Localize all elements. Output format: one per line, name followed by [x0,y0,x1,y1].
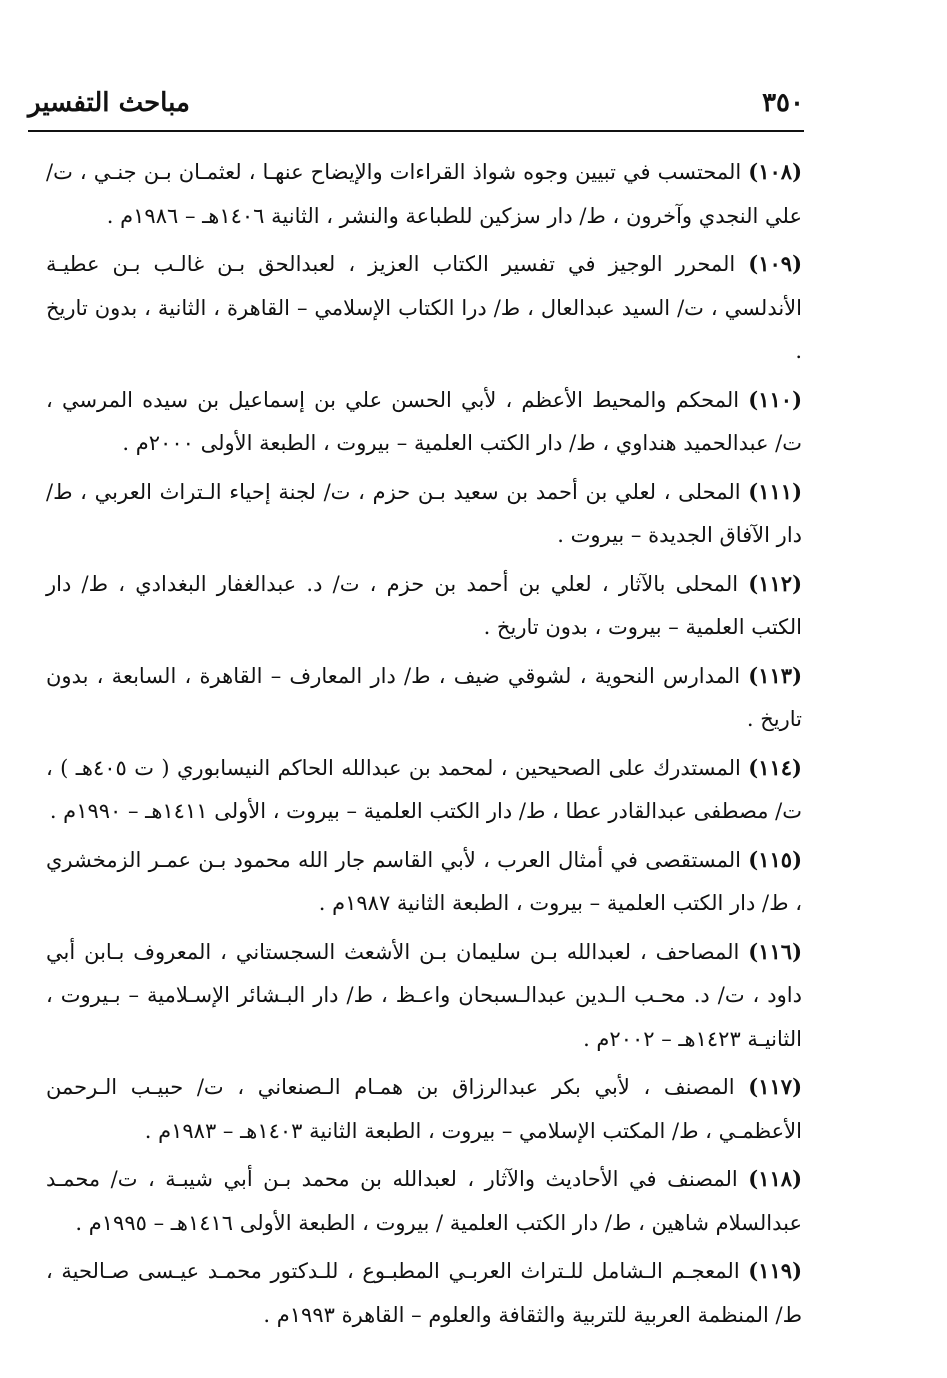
bibliography-entry [46,746,802,834]
bibliography-entry [46,470,802,558]
entry-number: (١٠٩) [748,251,802,276]
entry-number: (١١٦) [748,938,802,964]
bibliography-entry [46,150,802,238]
bibliography-entry [46,1249,802,1337]
entry-number: (١١٨) [748,1166,802,1191]
entry-number: (١١٤) [748,754,802,780]
entry-number: (١١٧) [748,1074,802,1099]
bibliography-entry [46,1157,802,1245]
bibliography-entry [46,242,802,374]
bibliography-entry [46,654,802,742]
running-title: مباحث التفسير [28,88,190,118]
entry-number: (١١٠) [748,386,802,412]
entry-text: المستدرك على الصحيحين ، لمحمد بن عبدالله الحاكم النيسابوري ( ت ٤٠٥هـ ) ، ت/ مصطفى عبدالقادر عطا ، ط/ دار الكتب العلمية – بيروت ، الأولى ١٤١١هـ – ١٩٩٠م . [46,755,802,823]
entry-text: المحتسب في تبيين وجوه شواذ القراءات والإيضاح عنهـا ، لعثمـان بـن جنـي ، ت/ علي النجدي وآخرون ، ط/ دار سزكين للطباعة والنشر ، الثانية ١٤٠٦هـ – ١٩٨٦م . [46,160,802,228]
page-number: ٣٥٠ [762,88,804,118]
entry-text: المصنف في الأحاديث والآثار ، لعبدالله بن محمد بـن أبي شيبـة ، ت/ محمـد عبدالسلام شاهين ، ط/ دار الكتب العلمية / بيروت ، الطبعة الأولى ١٤١٦هـ – ١٩٩٥م . [46,1167,802,1235]
entry-number: (١٠٨) [748,159,802,184]
bibliography-list [46,150,802,1341]
entry-text: المعجـم الـشامل للـتراث العربـي المطبـوع ، للـدكتور محمـد عيـسى صـالحية ، ط/ المنظمة العربية للتربية والثقافة والعلوم – القاهرة ١٩٩٣م . [46,1259,802,1327]
entry-text: المصاحف ، لعبدالله بـن سليمان بـن الأشعث السجستاني ، المعروف بـابن أبي داود ، ت/ د. محـب الـدين عبدالـسبحان واعـظ ، ط/ دار البـشائر الإسـلامية – بـيروت ، الثانيـة ١٤٢٣هـ – ٢٠٠٢م . [46,939,802,1051]
bibliography-entry [46,930,802,1062]
entry-number: (١١٣) [748,662,802,688]
entry-text: المستقصى في أمثال العرب ، لأبي القاسم جار الله محمود بـن عمـر الزمخشري ، ط/ دار الكتب العلمية – بيروت ، الطبعة الثانية ١٩٨٧م . [46,847,802,915]
bibliography-entry [46,562,802,650]
entry-text: المحلى ، لعلي بن أحمد بن سعيد بـن حزم ، ت/ لجنة إحياء الـتراث العربي ، ط/ دار الآفاق الجديدة – بيروت . [46,479,802,547]
bibliography-entry [46,838,802,926]
entry-text: المدارس النحوية ، لشوقي ضيف ، ط/ دار المعارف – القاهرة ، السابعة ، بدون تاريخ . [46,663,802,731]
entry-number: (١١٥) [748,846,802,872]
entry-number: (١١٩) [748,1258,802,1283]
entry-number: (١١٢) [748,570,802,596]
entry-text: المصنف ، لأبي بكر عبدالرزاق بن همـام الـصنعاني ، ت/ حبيـب الـرحمن الأعظمـي ، ط/ المكتب الإسلامي – بيروت ، الطبعة الثانية ١٤٠٣هـ – ١٩٨٣م . [46,1075,802,1143]
entry-text: المحكم والمحيط الأعظم ، لأبي الحسن علي بن إسماعيل بن سيده المرسي ، ت/ عبدالحميد هنداوي ، ط/ دار الكتب العلمية – بيروت ، الطبعة الأولى ٢٠٠٠م . [46,387,802,455]
bibliography-entry [46,1065,802,1153]
bibliography-entry [46,378,802,466]
entry-number: (١١١) [748,478,802,504]
entry-text: المحلى بالآثار ، لعلي بن أحمد بن حزم ، ت/ د. عبدالغفار البغدادي ، ط/ دار الكتب العلمية – بيروت ، بدون تاريخ . [46,571,802,639]
entry-text: المحرر الوجيز في تفسير الكتاب العزيز ، لعبدالحق بـن غالـب بـن عطيـة الأندلسي ، ت/ السيد عبدالعال ، ط/ درا الكتاب الإسلامي – القاهرة ، الثانية ، بدون تاريخ . [46,252,802,363]
page-header [28,86,804,132]
